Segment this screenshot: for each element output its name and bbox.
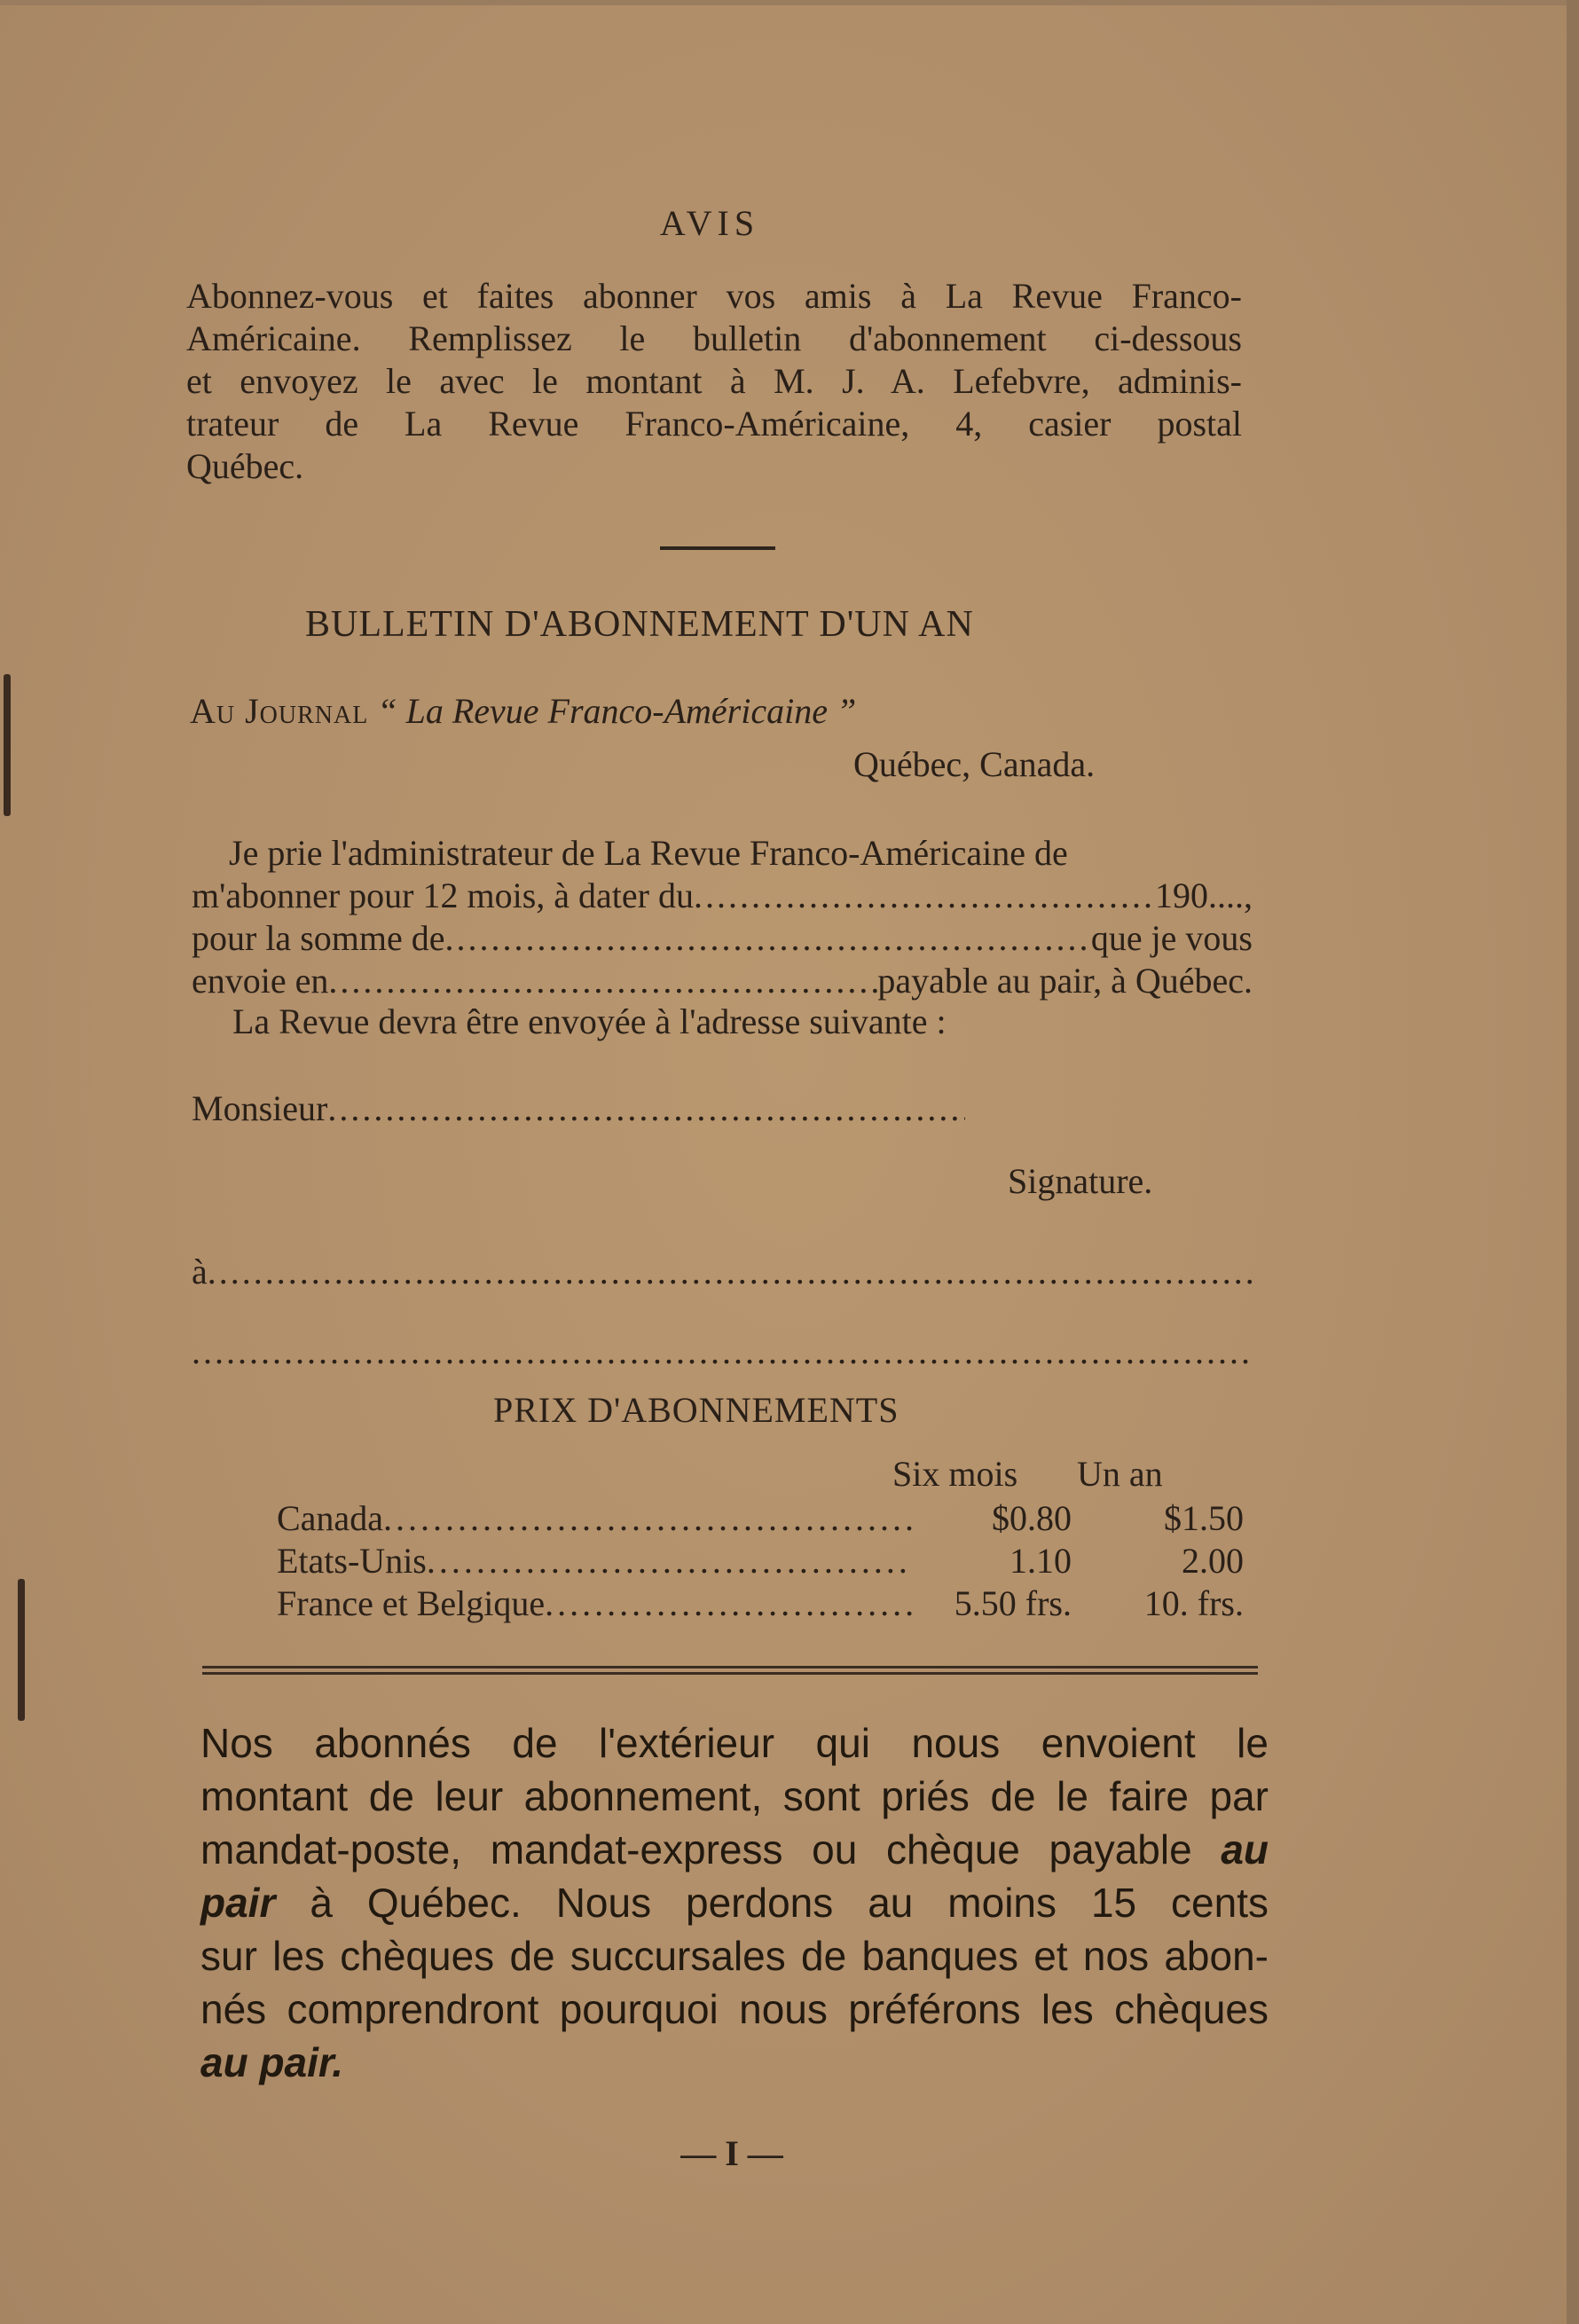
section-divider (660, 546, 775, 550)
notice-line-5: sur les chèques de succursales de banques et nos abon- (200, 1933, 1269, 1979)
notice-line-4-text: à Québec. Nous perdons au moins 15 cents (310, 1880, 1269, 1926)
au-journal-prefix: Au Journal (190, 691, 369, 731)
a-fill-dots[interactable] (208, 1251, 1253, 1292)
au-journal-line (190, 690, 856, 732)
binding-mark-upper (4, 674, 11, 816)
price-one-year: 10. frs. (1143, 1583, 1244, 1623)
price-row (277, 1497, 1244, 1539)
price-six-months: 5.50 frs. (954, 1583, 1072, 1623)
signature-label: Signature. (1008, 1161, 1153, 1201)
price-row (277, 1540, 1244, 1582)
journal-name: “ La Revue Franco-Américaine ” (377, 691, 857, 731)
avis-line-2: Américaine. Remplissez le bulletin d'abonnement ci-dessous (186, 318, 1242, 358)
monsieur-fill-dots[interactable] (327, 1087, 965, 1129)
notice-emphasis-pair: pair (200, 1880, 276, 1926)
request-line-2-end: 190...., (1155, 875, 1253, 915)
location-line: Québec, Canada. (853, 744, 1096, 784)
notice-line-3 (200, 1825, 1269, 1873)
double-rule-divider (202, 1666, 1258, 1678)
request-line-1-text: Je prie l'administrateur de La Revue Franco-Américaine de (229, 833, 1068, 873)
request-line-2-start: m'abonner pour 12 mois, à dater du (192, 875, 694, 915)
notice-line-4 (200, 1879, 1269, 1927)
avis-line-1: Abonnez-vous et faites abonner vos amis à La Revue Franco- (186, 276, 1242, 316)
request-line-3 (192, 917, 1253, 959)
binding-mark-lower (18, 1579, 25, 1721)
request-line-4-end: payable au pair, à Québec. (877, 961, 1253, 1001)
bulletin-title: BULLETIN D'ABONNEMENT D'UN AN (305, 604, 974, 645)
avis-title: AVIS (659, 203, 760, 243)
price-six-months: $0.80 (992, 1498, 1072, 1538)
notice-line-2: montant de leur abonnement, sont priés de le faire par (200, 1773, 1269, 1819)
request-line-3-start: pour la somme de (192, 918, 445, 958)
price-row-label: Etats-Unis (277, 1541, 427, 1581)
payment-fill-dots[interactable] (328, 960, 877, 1001)
a-label: à (192, 1252, 208, 1292)
request-line-1 (192, 832, 1253, 874)
notice-line-6: nés comprendront pourquoi nous préférons les chèques (200, 1986, 1269, 2032)
request-line-4-start: envoie en (192, 961, 329, 1001)
page-top-edge (0, 0, 1579, 5)
price-row-dots (383, 1497, 912, 1539)
col-one-header: Un an (1077, 1454, 1163, 1494)
date-fill-dots[interactable] (694, 875, 1155, 916)
notice-emphasis-au-pair: au pair. (200, 2039, 344, 2085)
price-row-dots (427, 1540, 912, 1582)
price-one-year: 2.00 (1182, 1541, 1244, 1581)
notice-emphasis-au: au (1221, 1826, 1269, 1873)
address-extra-line (192, 1331, 1253, 1372)
notice-line-3-text: mandat-poste, mandat-express ou chèque payable (200, 1826, 1192, 1873)
price-six-months: 1.10 (1009, 1541, 1072, 1581)
request-line-2 (192, 875, 1253, 916)
price-row-dots (545, 1582, 912, 1624)
avis-line-3: et envoyez le avec le montant à M. J. A. Lefebvre, adminis- (186, 361, 1242, 401)
price-one-year: $1.50 (1164, 1498, 1244, 1538)
request-line-3-end: que je vous (1090, 918, 1253, 958)
page-right-edge (1567, 0, 1579, 2324)
prix-title: PRIX D'ABONNEMENTS (493, 1390, 899, 1430)
address-line: La Revue devra être envoyée à l'adresse suivante : (232, 1001, 947, 1041)
avis-line-5: Québec. (186, 446, 304, 486)
monsieur-line (192, 1087, 965, 1129)
a-line (192, 1251, 1253, 1292)
notice-line-7 (200, 2038, 1269, 2086)
price-row (277, 1582, 1244, 1624)
notice-line-1: Nos abonnés de l'extérieur qui nous envoient le (200, 1720, 1269, 1766)
col-six-header: Six mois (892, 1454, 1018, 1494)
monsieur-label: Monsieur (192, 1088, 328, 1128)
avis-line-4: trateur de La Revue Franco-Américaine, 4, casier postal (186, 404, 1242, 444)
request-line-4 (192, 960, 1253, 1001)
price-row-label: France et Belgique (277, 1583, 546, 1623)
page-number: — I — (680, 2133, 783, 2173)
price-row-label: Canada (277, 1498, 383, 1538)
amount-fill-dots[interactable] (445, 917, 1091, 959)
address-extra-dots[interactable] (192, 1331, 1253, 1372)
